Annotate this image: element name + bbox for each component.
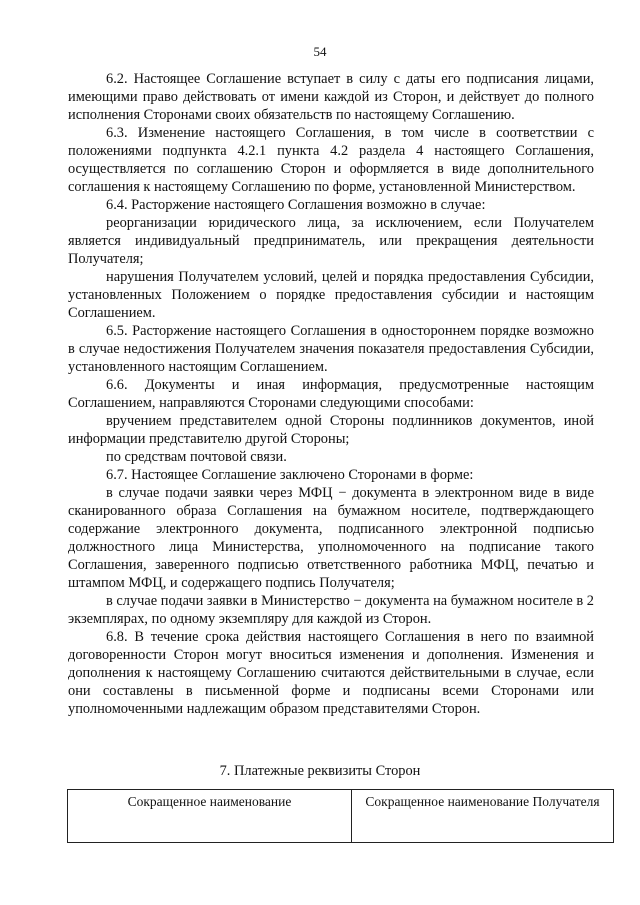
paragraph-6-7-item-ministry: в случае подачи заявки в Министерство − документа на бумажном носителе в 2 экземплярах, по одному экземпляру для каждой из Сторон.	[68, 593, 594, 627]
paragraph-6-2: 6.2. Настоящее Соглашение вступает в силу с даты его подписания лицами, имеющими право действовать от имени каждой из Сторон, и действует до полного исполнения Сторонами своих обязательств по настоящему Соглашению.	[68, 71, 594, 123]
paragraph-6-6: 6.6. Документы и иная информация, предусмотренные настоящим Соглашением, направляются Сторонами следующими способами:	[68, 377, 594, 411]
payment-details-table	[67, 789, 614, 843]
paragraph-6-7-item-mfc: в случае подачи заявки через МФЦ − документа в электронном виде в виде сканированного образа Соглашения на бумажном носителе, подтверждающего содержание электронного документа, подписанного электронной подписью должностного лица Министерства, уполномоченного на подписание такого Соглашения, заверенного подписью ответственного работника МФЦ, печатью и штампом МФЦ, и содержащего подпись Получателя;	[68, 485, 594, 591]
paragraph-6-6-item-post: по средствам почтовой связи.	[106, 449, 287, 465]
page-number: 54	[313, 44, 327, 59]
table-row	[68, 790, 614, 843]
agreement-body	[68, 70, 594, 718]
paragraph-6-8: 6.8. В течение срока действия настоящего Соглашения в него по взаимной договоренности Сторон могут вноситься изменения и дополнения. Изменения и дополнения к настоящему Соглашению считаются действительными в случае, если они составлены в письменной форме и подписаны всеми Сторонами или уполномоченными надлежащим образом представителями Сторон.	[68, 629, 594, 717]
table-header-cell: Сокращенное наименование	[68, 790, 352, 843]
paragraph-6-4: 6.4. Расторжение настоящего Соглашения возможно в случае:	[106, 197, 486, 213]
section-heading: 7. Платежные реквизиты Сторон	[219, 763, 421, 779]
paragraph-6-4-item-violation: нарушения Получателем условий, целей и порядка предоставления Субсидии, установленных Положением о порядке предоставления субсидии и настоящим Соглашением.	[68, 269, 594, 321]
paragraph-6-6-item-delivery: вручением представителем одной Стороны подлинников документов, иной информации представителю другой Стороны;	[68, 413, 594, 447]
paragraph-6-4-item-reorganization: реорганизации юридического лица, за исключением, если Получателем является индивидуальный предприниматель, или прекращения деятельности Получателя;	[68, 215, 594, 267]
paragraph-6-7: 6.7. Настоящее Соглашение заключено Сторонами в форме:	[106, 467, 474, 483]
table-header-cell: Сокращенное наименование Получателя	[352, 790, 614, 843]
paragraph-6-5: 6.5. Расторжение настоящего Соглашения в одностороннем порядке возможно в случае недостижения Получателем значения показателя предоставления Субсидии, установленного настоящим Соглашением.	[68, 323, 594, 375]
paragraph-6-3: 6.3. Изменение настоящего Соглашения, в том числе в соответствии с положениями подпункта 4.2.1 пункта 4.2 раздела 4 настоящего Соглашения, осуществляется по соглашению Сторон и оформляется в виде дополнительного соглашения к настоящему Соглашению по форме, установленной Министерством.	[68, 125, 594, 195]
